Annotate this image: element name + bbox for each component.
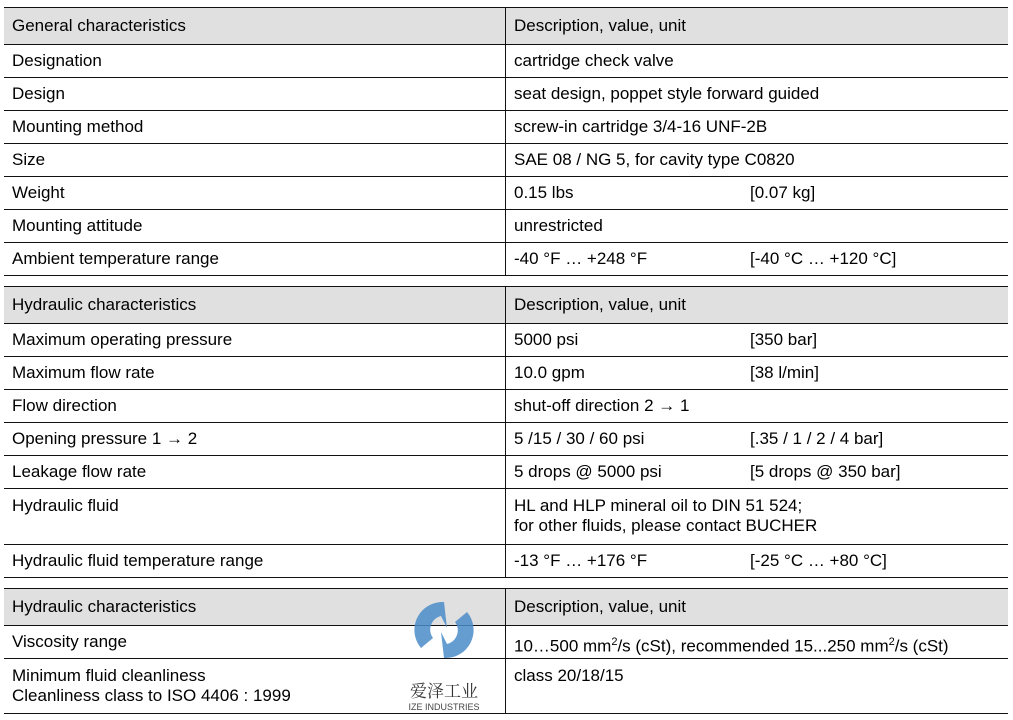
table-row: Hydraulic fluid temperature range -13 °F … +176 °F [-25 °C … +80 °C] — [4, 545, 1008, 578]
viscosity-value: 10…500 $mm^2/s$ (cSt), recommended 15...250 $mm^2/s$ (cSt) — [514, 636, 949, 656]
table-row: Designation cartridge check valve — [4, 45, 1008, 78]
table-row: Maximum flow rate 10.0 gpm [38 l/min] — [4, 357, 1008, 390]
metric-value: [350 bar] — [750, 330, 818, 349]
table-header: Hydraulic characteristics Description, value, unit — [4, 286, 1008, 324]
metric-value: [38 l/min] — [750, 363, 819, 382]
table-row: Mounting attitude unrestricted — [4, 210, 1008, 243]
table-row: Opening pressure 1 → 2 5 /15 / 30 / 60 psi [.35 / 1 / 2 / 4 bar] — [4, 423, 1008, 456]
hydraulic-characteristics-table-2 — [4, 588, 1008, 714]
value-line-2: for other fluids, please contact BUCHER — [514, 516, 818, 535]
table-row: Mounting method screw-in cartridge 3/4-16 UNF-2B — [4, 111, 1008, 144]
watermark-logo: 爱泽工业 IZE INDUSTRIES — [404, 598, 484, 712]
value: -13 °F … +176 °F — [514, 551, 648, 570]
value: -40 °F … +248 °F — [514, 249, 648, 268]
label-line-2: Cleanliness class to ISO 4406 : 1999 — [12, 686, 291, 705]
metric-value: [-40 °C … +120 °C] — [750, 249, 897, 268]
value: 5000 psi — [514, 330, 579, 349]
table-row: Design seat design, poppet style forward guided — [4, 78, 1008, 111]
metric-value: [.35 / 1 / 2 / 4 bar] — [750, 429, 884, 448]
value: 5 /15 / 30 / 60 psi — [514, 429, 645, 448]
table-row: Maximum operating pressure 5000 psi [350 bar] — [4, 324, 1008, 357]
table-row: Minimum fluid cleanliness Cleanliness class to ISO 4406 : 1999 class 20/18/15 — [4, 659, 1008, 714]
value: 5 drops @ 5000 psi — [514, 462, 662, 481]
table-row: Ambient temperature range -40 °F … +248 °F [-40 °C … +120 °C] — [4, 243, 1008, 276]
value: 10.0 gpm — [514, 363, 585, 382]
metric-value: [5 drops @ 350 bar] — [750, 462, 901, 481]
table-header: General characteristics Description, value, unit — [4, 7, 1008, 45]
value: HL and HLP mineral oil to DIN 51 524; — [514, 496, 803, 515]
label: Minimum fluid cleanliness — [12, 666, 206, 685]
table-header: Hydraulic characteristics Description, value, unit — [4, 588, 1008, 626]
metric-value: [0.07 kg] — [750, 183, 816, 202]
table-row: Size SAE 08 / NG 5, for cavity type C0820 — [4, 144, 1008, 177]
table-row: Weight 0.15 lbs [0.07 kg] — [4, 177, 1008, 210]
table-row: Flow direction shut-off direction 2 → 1 — [4, 390, 1008, 423]
table-row: Leakage flow rate 5 drops @ 5000 psi [5 drops @ 350 bar] — [4, 456, 1008, 489]
metric-value: [-25 °C … +80 °C] — [750, 551, 887, 570]
table-row: Hydraulic fluid HL and HLP mineral oil to DIN 51 524; for other fluids, please contact BUCHER — [4, 489, 1008, 545]
hydraulic-characteristics-table — [4, 286, 1008, 578]
general-characteristics-table — [4, 7, 1008, 276]
value: 0.15 lbs — [514, 183, 574, 202]
table-row: Viscosity range 10…500 $mm^2/s$ (cSt), recommended 15...250 $mm^2/s$ (cSt) — [4, 626, 1008, 659]
